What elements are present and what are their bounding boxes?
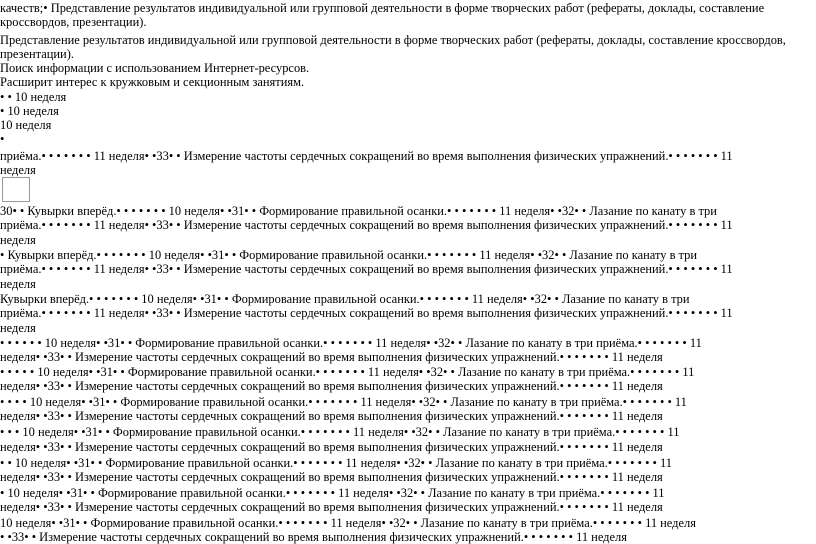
text-line: • 10 неделя (0, 104, 59, 118)
text-line: • •33• • Измерение частоты сердечных сокращений во время выполнения физических упражнений.• • • • • • • 11 неделя (0, 530, 627, 544)
text-line: • 10 неделя• •31• • Формирование правильной осанки.• • • • • • • 11 неделя• •32• • Лазание по канату в три приёма.• • • • • • • 11 (0, 486, 665, 500)
text-line: неделя• •33• • Измерение частоты сердечных сокращений во время выполнения физических упражнений.• • • • • • • 11 неделя (0, 440, 663, 454)
text-line: неделя• •33• • Измерение частоты сердечных сокращений во время выполнения физических упражнений.• • • • • • • 11 неделя (0, 500, 663, 514)
text-line: • • 10 неделя• •31• • Формирование правильной осанки.• • • • • • • 11 неделя• •32• • Лазание по канату в три приёма.• • • • • • • 11 (0, 456, 672, 470)
text-line: • (0, 132, 5, 146)
text-line: презентации). (0, 47, 74, 61)
text-line: неделя (0, 277, 36, 291)
text-line: приёма.• • • • • • • 11 неделя• •33• • Измерение частоты сердечных сокращений во время выполнения физических упражнений.• • • • • • • 11 (0, 149, 733, 163)
text-line: неделя• •33• • Измерение частоты сердечных сокращений во время выполнения физических упражнений.• • • • • • • 11 неделя (0, 470, 663, 484)
text-line: неделя (0, 163, 36, 177)
text-line: неделя• •33• • Измерение частоты сердечных сокращений во время выполнения физических упражнений.• • • • • • • 11 неделя (0, 409, 663, 423)
text-line: неделя• •33• • Измерение частоты сердечных сокращений во время выполнения физических упражнений.• • • • • • • 11 неделя (0, 379, 663, 393)
text-line: качеств;• Представление результатов индивидуальной или групповой деятельности в форме творческих работ (рефераты, доклады, составление (0, 1, 765, 15)
text-line: • • 10 неделя (0, 90, 67, 104)
text-line: неделя (0, 321, 36, 335)
text-line: неделя• •33• • Измерение частоты сердечных сокращений во время выполнения физических упражнений.• • • • • • • 11 неделя (0, 350, 663, 364)
text-line: приёма.• • • • • • • 11 неделя• •33• • Измерение частоты сердечных сокращений во время выполнения физических упражнений.• • • • • • • 11 (0, 262, 733, 276)
text-line: • • • 10 неделя• •31• • Формирование правильной осанки.• • • • • • • 11 неделя• •32• • Лазание по канату в три приёма.• • • • • • • 11 (0, 425, 680, 439)
text-line: • Кувырки вперёд.• • • • • • • 10 неделя• •31• • Формирование правильной осанки.• • • • • • • 11 неделя• •32• • Лазание по канату в три (0, 248, 698, 262)
empty-image-frame (2, 177, 30, 202)
text-line: Кувырки вперёд.• • • • • • • 10 неделя• •31• • Формирование правильной осанки.• • • • • • • 11 неделя• •32• • Лазание по канату в три (0, 292, 690, 306)
text-line: кроссвордов, презентации). (0, 15, 147, 29)
text-line: • • • • • 10 неделя• •31• • Формирование правильной осанки.• • • • • • • 11 неделя• •32• • Лазание по канату в три приёма.• • • • • • • 11 (0, 365, 695, 379)
text-line: • • • • • • 10 неделя• •31• • Формирование правильной осанки.• • • • • • • 11 неделя• •32• • Лазание по канату в три приёма.• • • • • • • 11 (0, 336, 702, 350)
text-line: приёма.• • • • • • • 11 неделя• •33• • Измерение частоты сердечных сокращений во время выполнения физических упражнений.• • • • • • • 11 (0, 306, 733, 320)
text-line: Представление результатов индивидуальной или групповой деятельности в форме творческих работ (рефераты, доклады, составление кроссвордов, (0, 33, 786, 47)
text-line: 10 неделя• •31• • Формирование правильной осанки.• • • • • • • 11 неделя• •32• • Лазание по канату в три приёма.• • • • • • • 11 неделя (0, 516, 696, 530)
text-line: приёма.• • • • • • • 11 неделя• •33• • Измерение частоты сердечных сокращений во время выполнения физических упражнений.• • • • • • • 11 (0, 218, 733, 232)
text-line: 30• • Кувырки вперёд.• • • • • • • 10 неделя• •31• • Формирование правильной осанки.• • • • • • • 11 неделя• •32• • Лазание по канату в три (0, 204, 717, 218)
text-line: • • • • 10 неделя• •31• • Формирование правильной осанки.• • • • • • • 11 неделя• •32• • Лазание по канату в три приёма.• • • • • • • 11 (0, 395, 687, 409)
text-line: 10 неделя (0, 118, 52, 132)
text-line: неделя (0, 233, 36, 247)
text-line: Поиск информации с использованием Интернет-ресурсов. (0, 61, 310, 75)
text-line: Расширит интерес к кружковым и секционным занятиям. (0, 75, 305, 89)
